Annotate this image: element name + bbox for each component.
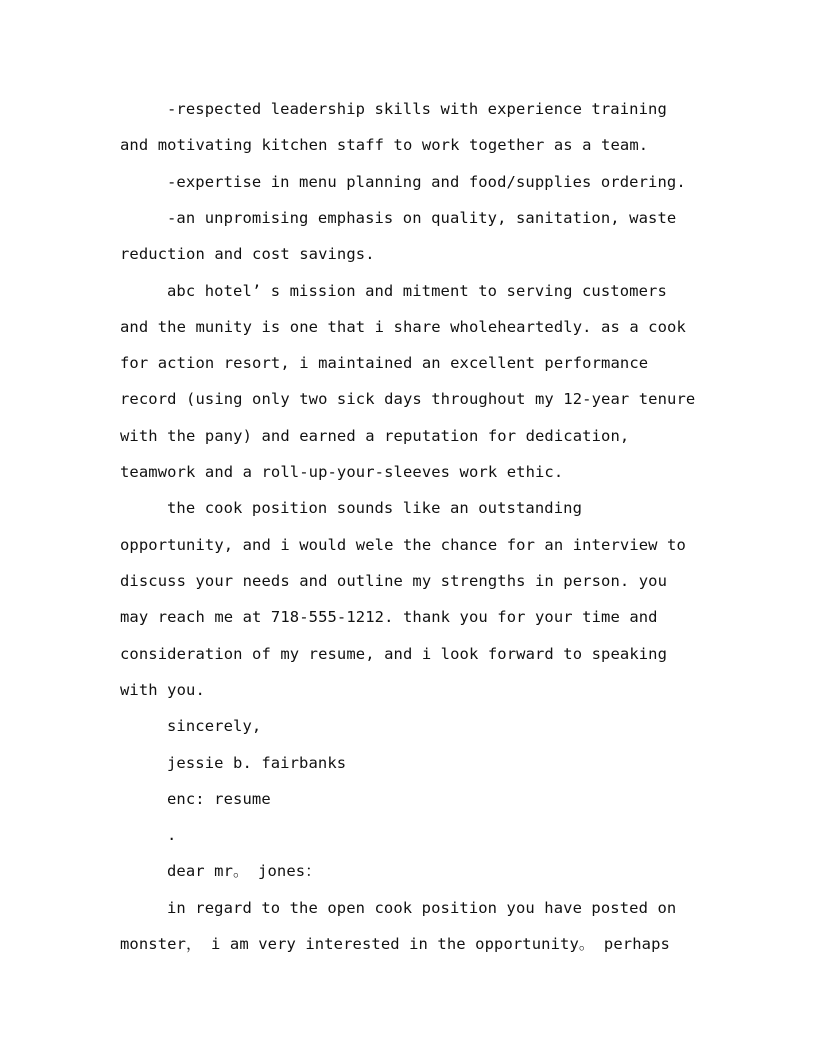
- text-line: may reach me at 718-555-1212. thank you for your time and: [120, 608, 658, 626]
- text-line: -respected leadership skills with experience training: [167, 100, 667, 118]
- closing-salutation: sincerely,: [167, 717, 262, 735]
- text-line: monster， i am very interested in the opportunity。 perhaps: [120, 935, 670, 953]
- text-line: with you.: [120, 681, 205, 699]
- greeting: dear mr。 jones：: [167, 862, 321, 880]
- text-line: discuss your needs and outline my strengths in person. you: [120, 572, 668, 590]
- text-line: teamwork and a roll-up-your-sleeves work ethic.: [120, 463, 564, 481]
- text-line: abc hotel’ s mission and mitment to serving customers: [167, 282, 667, 300]
- text-line: reduction and cost savings.: [120, 245, 375, 263]
- signature-name: jessie b. fairbanks: [167, 754, 347, 772]
- separator-dot: .: [167, 826, 177, 844]
- text-line: in regard to the open cook position you have posted on: [167, 899, 677, 917]
- enclosure-note: enc: resume: [167, 790, 271, 808]
- text-line: the cook position sounds like an outstanding: [167, 499, 582, 517]
- text-line: -expertise in menu planning and food/supplies ordering.: [167, 173, 686, 191]
- text-line: -an unpromising emphasis on quality, sanitation, waste: [167, 209, 677, 227]
- text-line: record (using only two sick days throughout my 12-year tenure: [120, 390, 696, 408]
- text-line: with the pany) and earned a reputation for dedication,: [120, 427, 630, 445]
- text-line: for action resort, i maintained an excellent performance: [120, 354, 649, 372]
- text-line: and the munity is one that i share wholeheartedly. as a cook: [120, 318, 686, 336]
- text-line: consideration of my resume, and i look forward to speaking: [120, 645, 668, 663]
- text-line: opportunity, and i would wele the chance for an interview to: [120, 536, 686, 554]
- text-line: and motivating kitchen staff to work together as a team.: [120, 136, 649, 154]
